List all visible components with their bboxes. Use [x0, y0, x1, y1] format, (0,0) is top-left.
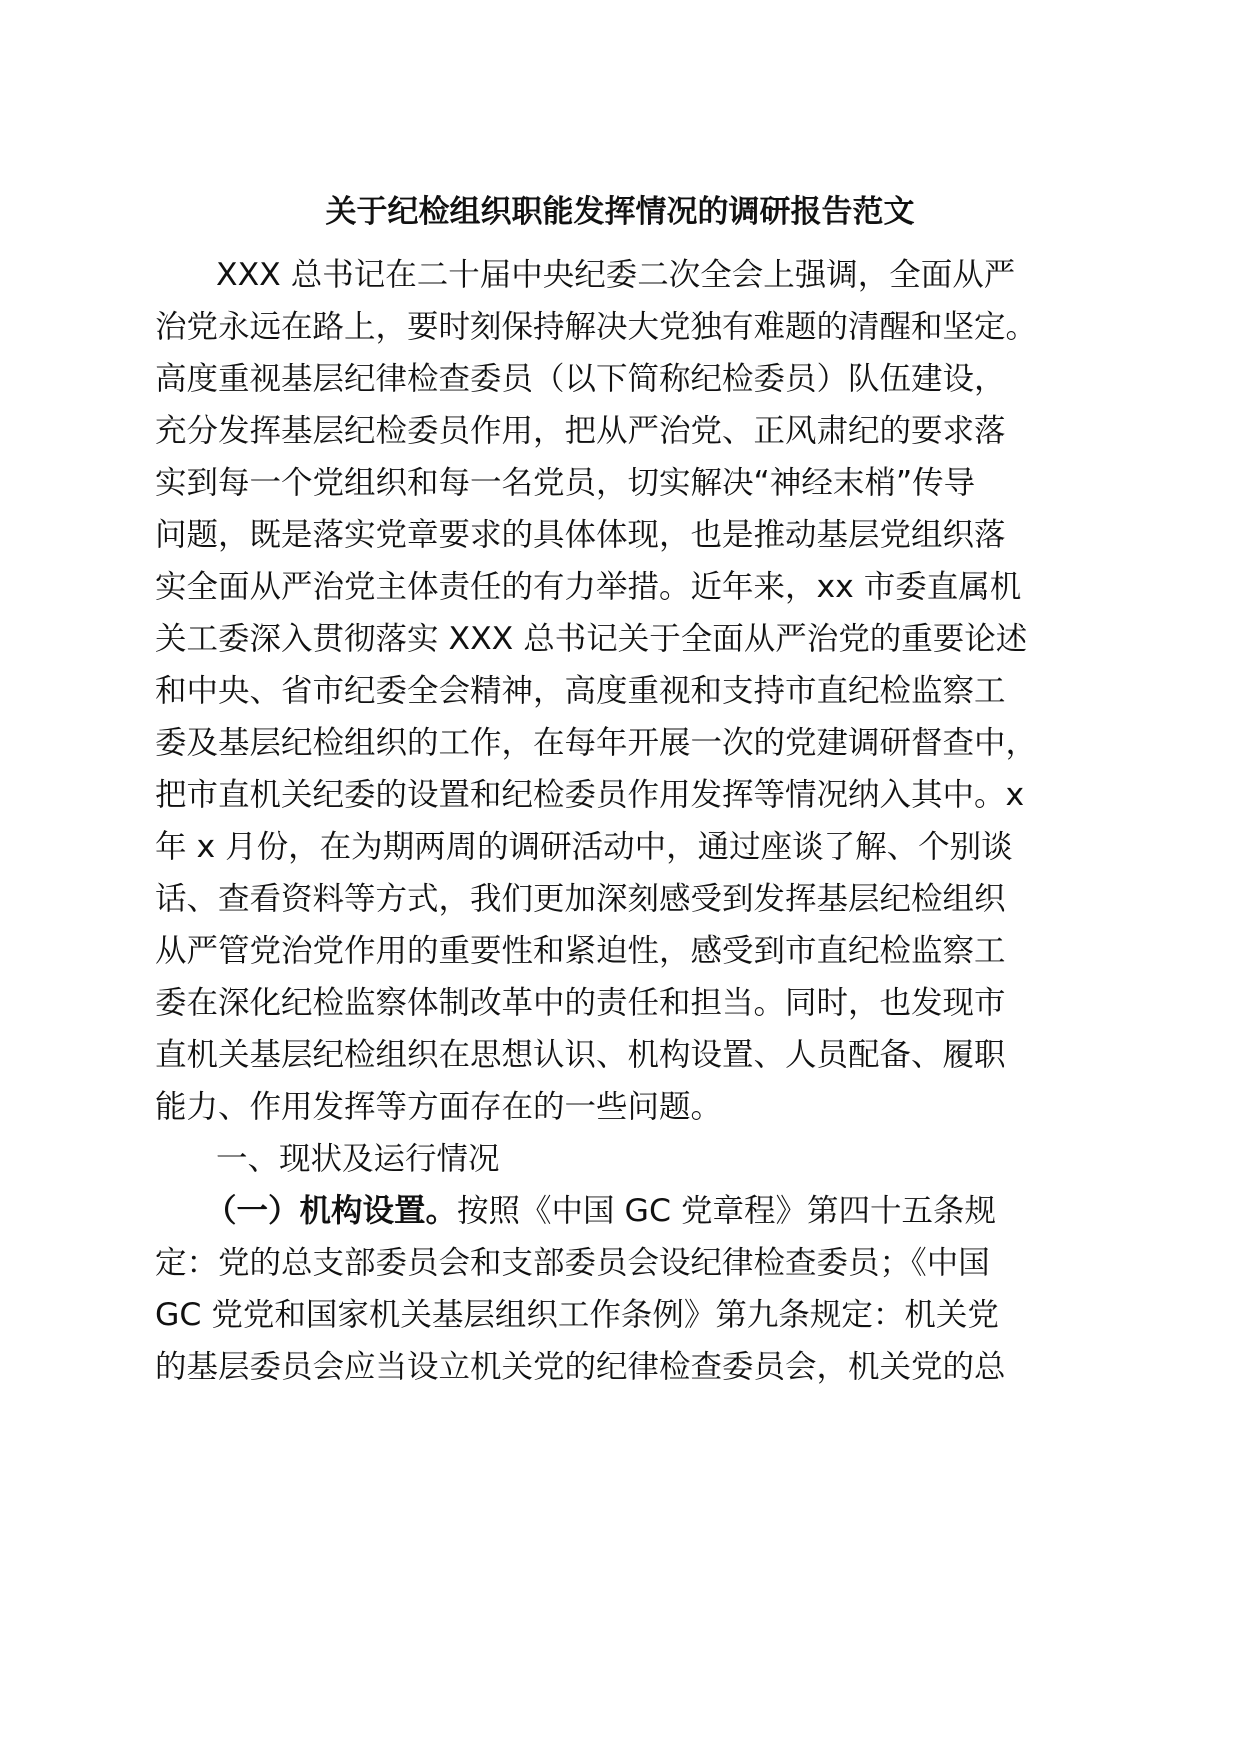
intro-line-12: 年 x 月份，在为期两周的调研活动中，通过座谈了解、个别谈: [155, 829, 1013, 865]
intro-line-16: 直机关基层纪检组织在思想认识、机构设置、人员配备、履职: [155, 1037, 1006, 1073]
intro-line-4: 充分发挥基层纪检委员作用，把从严治党、正风肃纪的要求落: [155, 413, 1006, 449]
intro-line-7: 实全面从严治党主体责任的有力举措。近年来，xx 市委直属机: [155, 569, 1022, 605]
intro-line-3: 高度重视基层纪律检查委员（以下简称纪检委员）队伍建设，: [155, 361, 1006, 397]
intro-line-8: 关工委深入贯彻落实 XXX 总书记关于全面从严治党的重要论述: [155, 621, 1028, 657]
subsection-line-3: GC 党党和国家机关基层组织工作条例》第九条规定：机关党: [155, 1297, 999, 1333]
intro-line-1: XXX 总书记在二十届中央纪委二次全会上强调，全面从严: [216, 257, 1016, 293]
intro-line-10: 委及基层纪检组织的工作，在每年开展一次的党建调研督查中，: [155, 725, 1038, 761]
intro-line-15: 委在深化纪检监察体制改革中的责任和担当。同时，也发现市: [155, 985, 1006, 1021]
intro-line-11: 把市直机关纪委的设置和纪检委员作用发挥等情况纳入其中。x: [155, 777, 1025, 813]
document-title: 关于纪检组织职能发挥情况的调研报告范文: [325, 194, 915, 230]
intro-line-5: 实到每一个党组织和每一名党员，切实解决“神经末梢”传导: [155, 465, 976, 501]
intro-line-17: 能力、作用发挥等方面存在的一些问题。: [155, 1089, 723, 1125]
subsection-line-4: 的基层委员会应当设立机关党的纪律检查委员会，机关党的总: [155, 1349, 1006, 1385]
subsection-first-line: [205, 1182, 996, 1240]
intro-line-13: 话、查看资料等方式，我们更加深刻感受到发挥基层纪检组织: [155, 881, 1006, 917]
subsection-first-line-text: 按照《中国 GC 党章程》第四十五条规: [457, 1193, 996, 1229]
section-heading: 一、现状及运行情况: [216, 1141, 500, 1177]
intro-line-14: 从严管党治党作用的重要性和紧迫性，感受到市直纪检监察工: [155, 933, 1006, 969]
subsection-label: （一）机构设置。: [205, 1193, 458, 1229]
intro-line-9: 和中央、省市纪委全会精神，高度重视和支持市直纪检监察工: [155, 673, 1006, 709]
intro-line-2: 治党永远在路上，要时刻保持解决大党独有难题的清醒和坚定。: [155, 309, 1038, 345]
intro-line-6: 问题，既是落实党章要求的具体体现，也是推动基层党组织落: [155, 517, 1006, 553]
subsection-line-2: 定：党的总支部委员会和支部委员会设纪律检查委员；《中国: [155, 1245, 990, 1281]
